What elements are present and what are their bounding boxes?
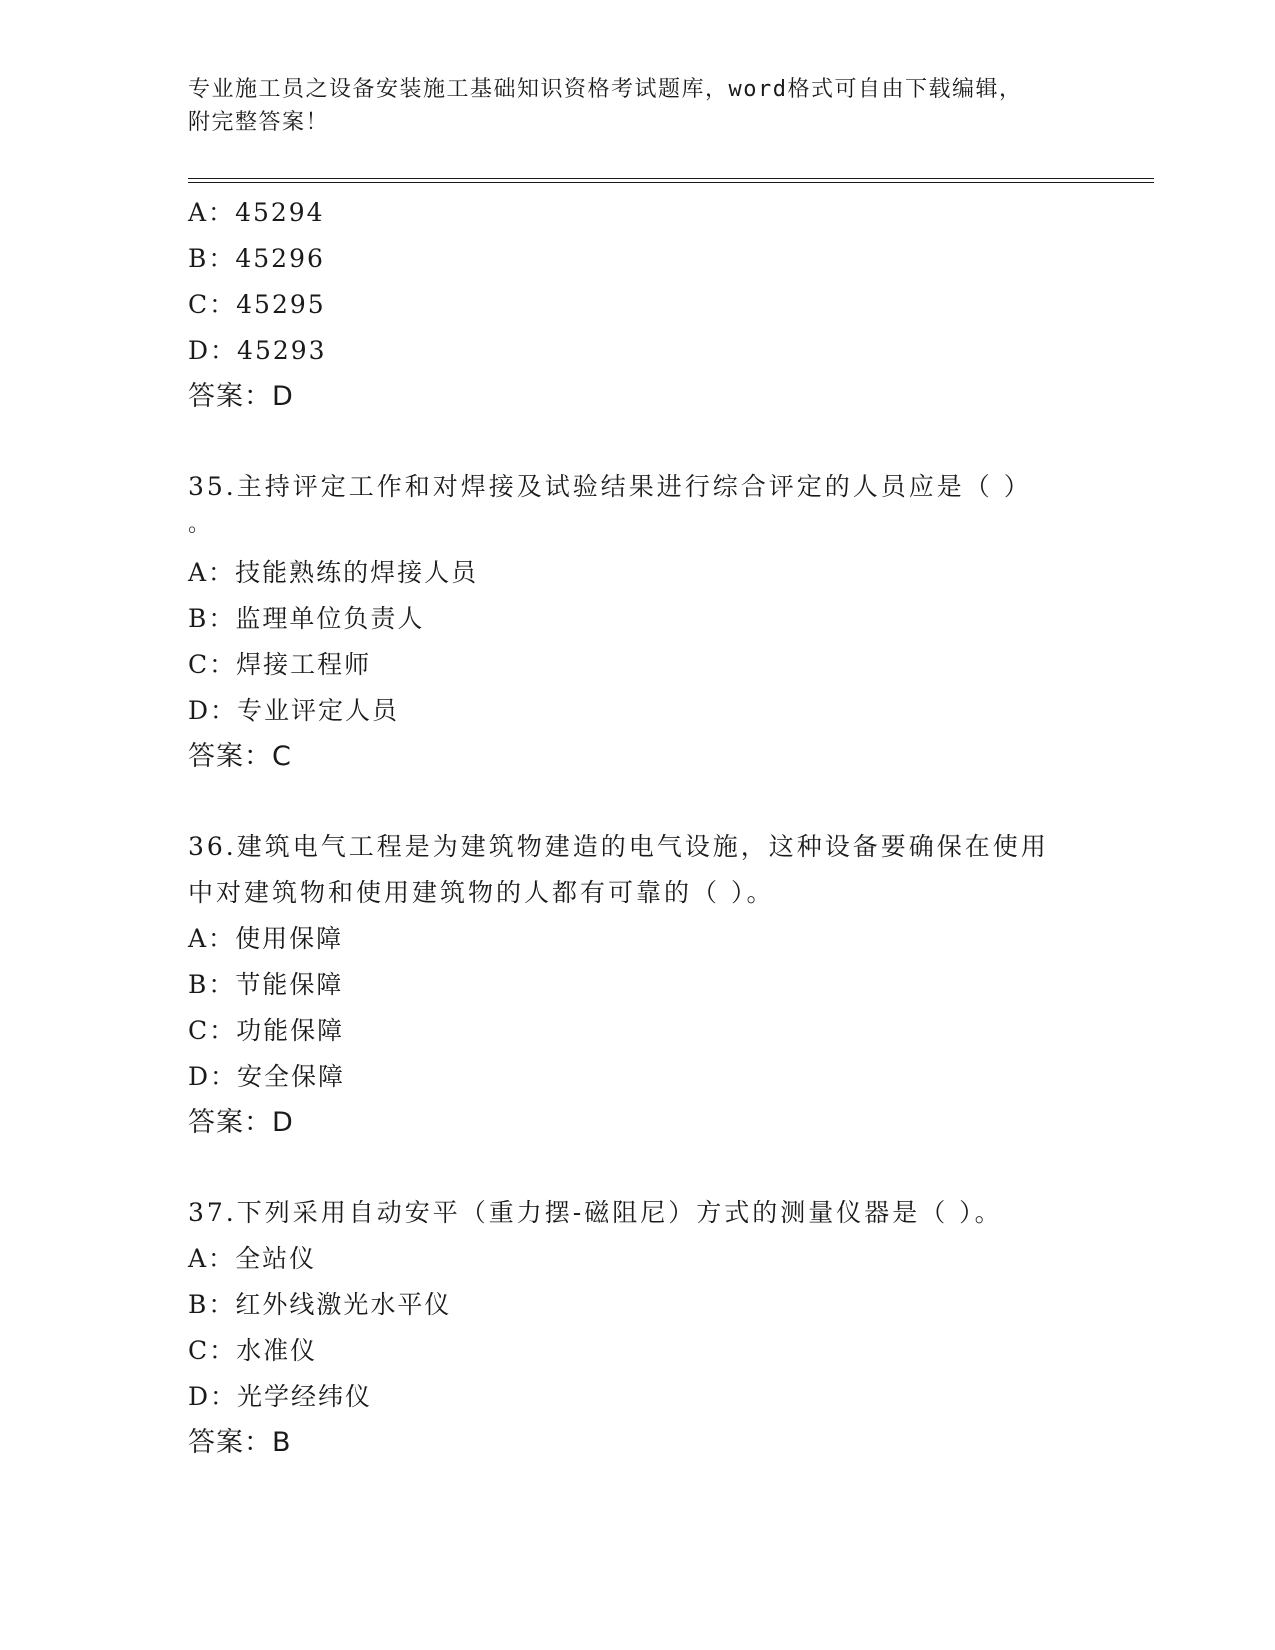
- option-d: [188, 328, 1088, 374]
- option-letter: B：: [188, 604, 236, 633]
- question-text-continued: 中对建筑物和使用建筑物的人都有可靠的（ ）。: [188, 878, 775, 907]
- option-b: [188, 596, 1088, 642]
- answer-line: 答案：D: [188, 1107, 294, 1138]
- question-37: [188, 1190, 1088, 1466]
- option-b: [188, 962, 1088, 1008]
- option-text: 功能保障: [236, 1016, 345, 1045]
- option-letter: C：: [188, 1016, 237, 1045]
- option-c: [188, 282, 1088, 328]
- spacer: [188, 1146, 1088, 1190]
- option-d: [188, 688, 1088, 734]
- option-letter: A：: [188, 558, 236, 587]
- option-c: [188, 1008, 1088, 1054]
- option-text: 全站仪: [235, 1244, 317, 1273]
- option-d: [188, 1374, 1088, 1420]
- option-a: [188, 1236, 1088, 1282]
- option-text: 45293: [237, 336, 327, 365]
- option-letter: C：: [188, 650, 237, 679]
- question-text-tail: 。: [188, 512, 211, 537]
- option-letter: C：: [188, 290, 237, 319]
- answer-line: 答案：B: [188, 1427, 292, 1458]
- document-header: [188, 73, 1088, 139]
- header-line-1: 专业施工员之设备安装施工基础知识资格考试题库，word格式可自由下载编辑，: [188, 77, 1023, 102]
- option-text: 专业评定人员: [237, 696, 400, 725]
- question-35: [188, 464, 1088, 780]
- option-text: 45296: [235, 244, 325, 273]
- option-text: 节能保障: [235, 970, 344, 999]
- option-text: 技能熟练的焊接人员: [235, 558, 479, 587]
- option-text: 焊接工程师: [236, 650, 372, 679]
- header-divider-bottom: [188, 182, 1154, 183]
- answer-line: 答案：D: [188, 381, 294, 412]
- answer-line: 答案：C: [188, 741, 292, 772]
- question-34: [188, 190, 1088, 420]
- option-letter: B：: [188, 1290, 236, 1319]
- question-text: 36.建筑电气工程是为建筑物建造的电气设施，这种设备要确保在使用: [188, 832, 1049, 861]
- option-a: [188, 190, 1088, 236]
- option-text: 红外线激光水平仪: [235, 1290, 452, 1319]
- question-36: [188, 824, 1088, 1146]
- option-letter: B：: [188, 244, 236, 273]
- option-text: 使用保障: [235, 924, 344, 953]
- question-text: 37.下列采用自动安平（重力摆-磁阻尼）方式的测量仪器是（ ）。: [188, 1198, 1003, 1227]
- option-letter: D：: [188, 1062, 238, 1091]
- question-list: [188, 190, 1088, 1466]
- option-b: [188, 236, 1088, 282]
- option-a: [188, 916, 1088, 962]
- option-letter: A：: [188, 924, 236, 953]
- option-text: 水准仪: [236, 1336, 318, 1365]
- spacer: [188, 420, 1088, 464]
- option-d: [188, 1054, 1088, 1100]
- option-letter: D：: [188, 1382, 238, 1411]
- option-text: 安全保障: [237, 1062, 346, 1091]
- option-text: 45294: [235, 198, 325, 227]
- option-c: [188, 642, 1088, 688]
- header-divider-top: [188, 178, 1154, 179]
- option-a: [188, 550, 1088, 596]
- option-text: 光学经纬仪: [237, 1382, 373, 1411]
- spacer: [188, 780, 1088, 824]
- option-letter: D：: [188, 696, 238, 725]
- option-letter: B：: [188, 970, 236, 999]
- option-letter: A：: [188, 1244, 236, 1273]
- option-b: [188, 1282, 1088, 1328]
- option-text: 45295: [236, 290, 326, 319]
- option-c: [188, 1328, 1088, 1374]
- header-line-2: 附完整答案！: [188, 110, 330, 135]
- option-text: 监理单位负责人: [235, 604, 425, 633]
- option-letter: C：: [188, 1336, 237, 1365]
- option-letter: D：: [188, 336, 238, 365]
- option-letter: A：: [188, 198, 236, 227]
- question-text: 35.主持评定工作和对焊接及试验结果进行综合评定的人员应是（ ）: [188, 472, 1032, 501]
